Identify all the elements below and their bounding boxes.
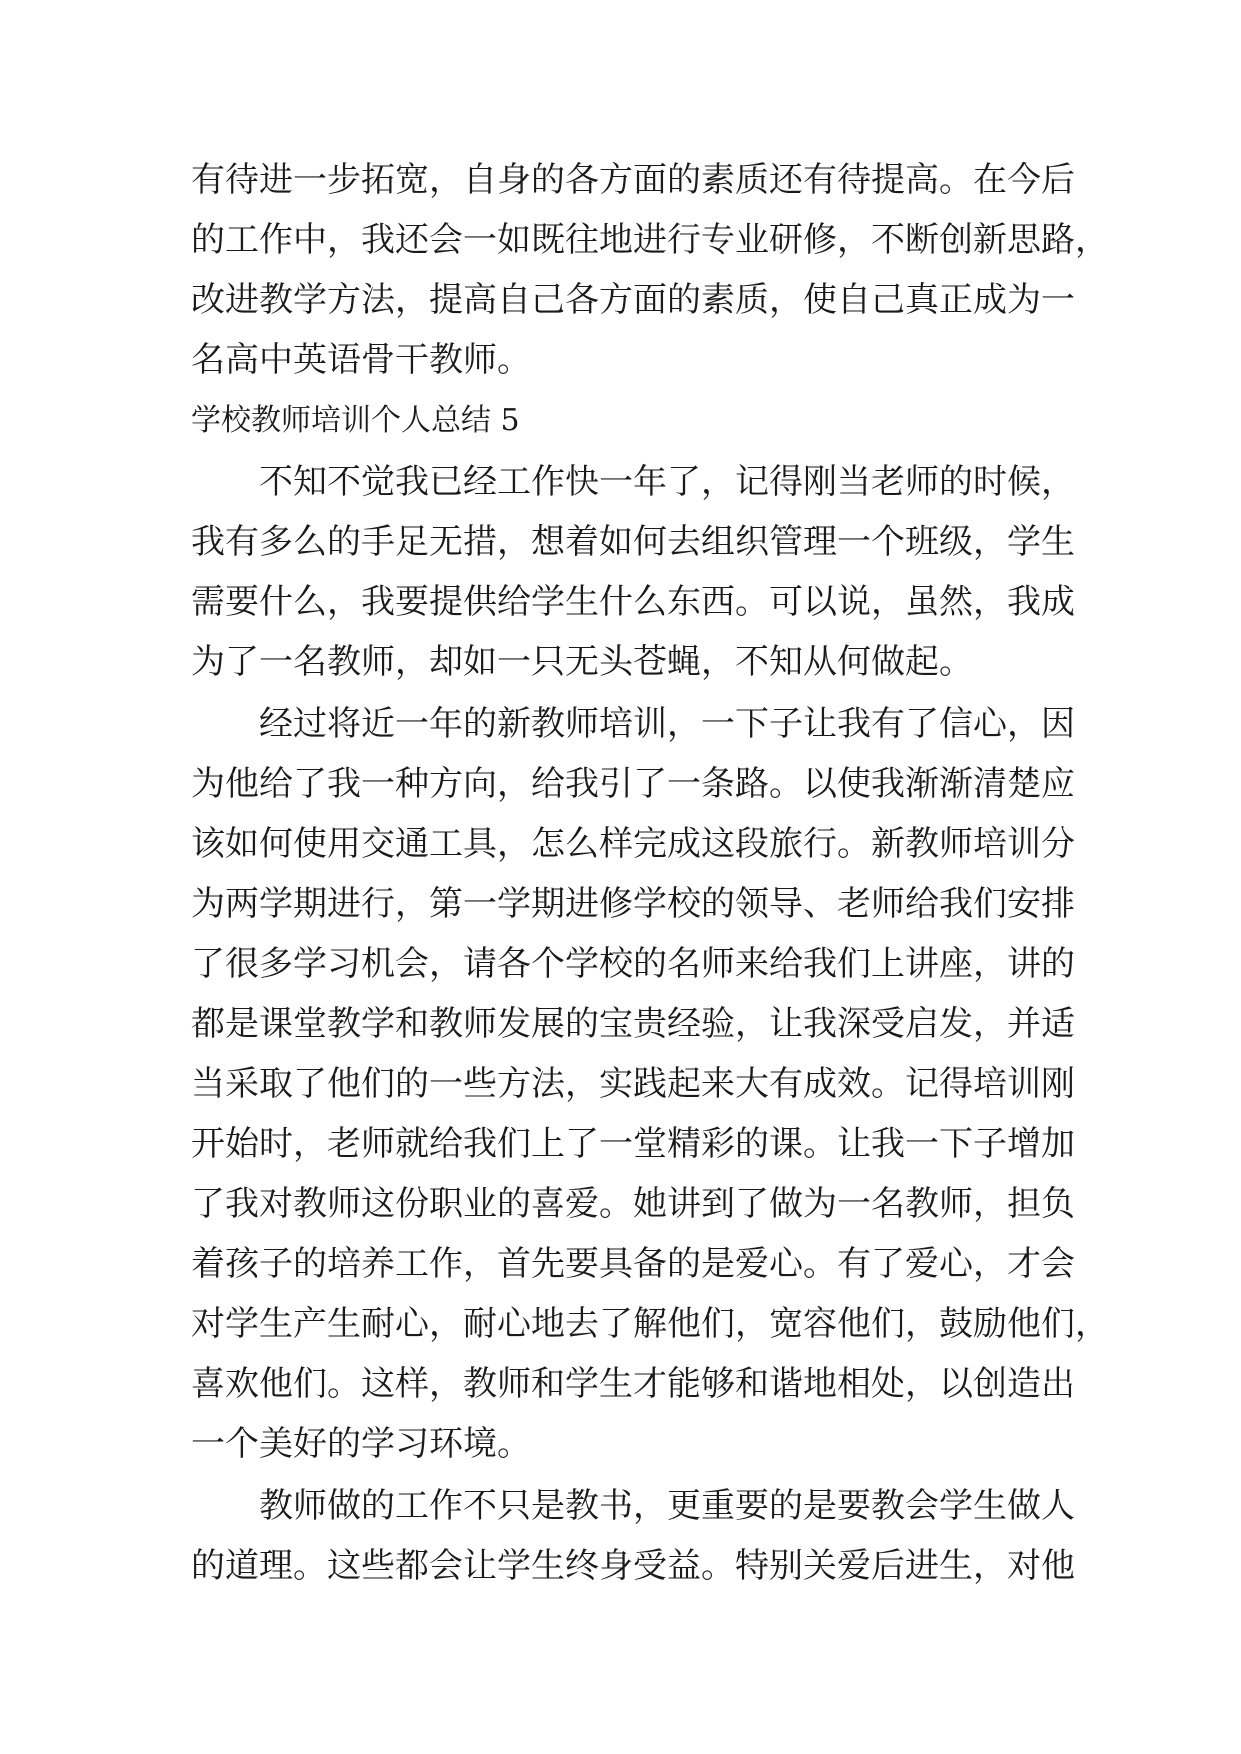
- text-line: 名高中英语骨干教师。: [191, 340, 531, 380]
- text-line: 有待进一步拓宽，自身的各方面的素质还有待提高。在今后: [191, 160, 1075, 200]
- text-line: 都是课堂教学和教师发展的宝贵经验，让我深受启发，并适: [191, 1004, 1075, 1044]
- text-line: 经过将近一年的新教师培训，一下子让我有了信心，因: [259, 704, 1075, 744]
- text-line: 开始时，老师就给我们上了一堂精彩的课。让我一下子增加: [191, 1124, 1075, 1164]
- paragraph-3: [191, 1476, 1075, 1596]
- continuation-paragraph: [191, 150, 1109, 390]
- text-line: 喜欢他们。这样，教师和学生才能够和谐地相处，以创造出: [191, 1364, 1075, 1404]
- paragraph-2: [191, 694, 1109, 1474]
- text-line: 为两学期进行，第一学期进修学校的领导、老师给我们安排: [191, 884, 1075, 924]
- section-title: 学校教师培训个人总结 5: [191, 403, 520, 438]
- text-line: 不知不觉我已经工作快一年了，记得刚当老师的时候，: [259, 462, 1075, 502]
- text-line: 的工作中，我还会一如既往地进行专业研修，不断创新思路，: [191, 220, 1109, 260]
- text-line: 当采取了他们的一些方法，实践起来大有成效。记得培训刚: [191, 1064, 1075, 1104]
- text-line: 教师做的工作不只是教书，更重要的是要教会学生做人: [259, 1486, 1075, 1526]
- text-line: 该如何使用交通工具，怎么样完成这段旅行。新教师培训分: [191, 824, 1075, 864]
- text-line: 一个美好的学习环境。: [191, 1424, 531, 1464]
- text-line: 对学生产生耐心，耐心地去了解他们，宽容他们，鼓励他们，: [191, 1304, 1109, 1344]
- text-line: 了很多学习机会，请各个学校的名师来给我们上讲座，讲的: [191, 944, 1075, 984]
- text-line: 为了一名教师，却如一只无头苍蝇，不知从何做起。: [191, 642, 973, 682]
- text-line: 需要什么，我要提供给学生什么东西。可以说，虽然，我成: [191, 582, 1075, 622]
- document-page: [191, 150, 1109, 1596]
- text-line: 我有多么的手足无措，想着如何去组织管理一个班级，学生: [191, 522, 1075, 562]
- text-line: 为他给了我一种方向，给我引了一条路。以使我渐渐清楚应: [191, 764, 1075, 804]
- text-line: 着孩子的培养工作，首先要具备的是爱心。有了爱心，才会: [191, 1244, 1075, 1284]
- text-line: 的道理。这些都会让学生终身受益。特别关爱后进生，对他: [191, 1546, 1075, 1586]
- paragraph-1: [191, 452, 1075, 692]
- text-line: 了我对教师这份职业的喜爱。她讲到了做为一名教师，担负: [191, 1184, 1075, 1224]
- text-line: 改进教学方法，提高自己各方面的素质，使自己真正成为一: [191, 280, 1075, 320]
